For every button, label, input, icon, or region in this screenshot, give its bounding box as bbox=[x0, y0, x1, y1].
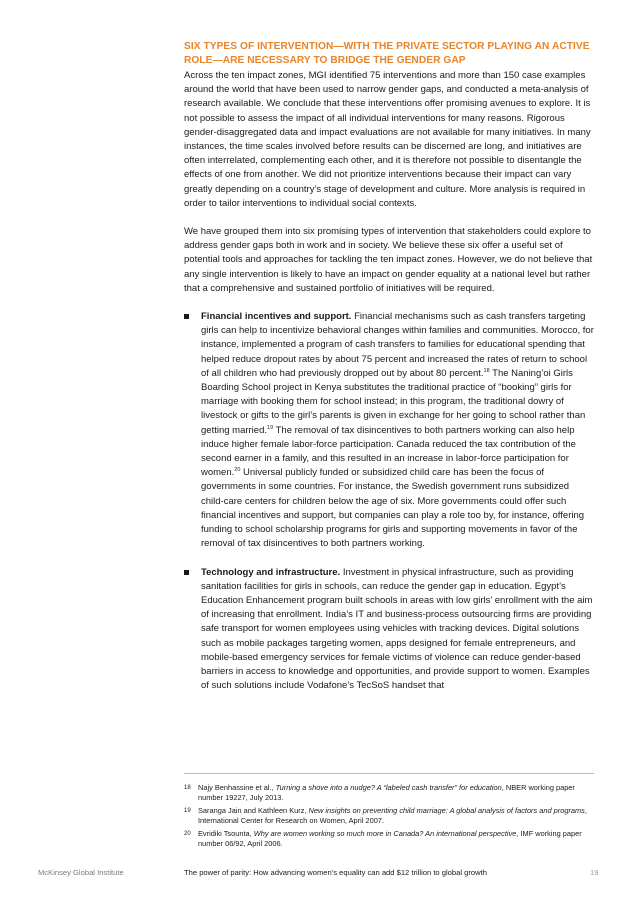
footer-report-title: The power of parity: How advancing women’s equality can add $12 trillion to global growth bbox=[184, 868, 487, 877]
bullet-text: Universal publicly funded or subsidized child care has been the focus of governments in some countries. For instance, the Swedish government runs subsidized child-care centers for children below the age of six. More governments could offer such financial incentives and support, but companies can play a role too by, for instance, offering funding to school scholarship programs for girls and supporting movements in favor of the removal of tax disincentives to both partners working. bbox=[201, 467, 585, 550]
body-paragraph: We have grouped them into six promising types of intervention that stakeholders could explore to address gender gaps both in work and in society. We believe these six offer a useful set of potential tools and approaches for tackling the ten impact zones. However, we do not believe that any single intervention is likely to have an impact on gender equality at a national level but rather that a comprehensive and sustained portfolio of initiatives will be required. bbox=[184, 226, 593, 294]
list-item-financial-incentives bbox=[184, 310, 594, 551]
footnote-source: , IMF working paper number 06/92, April 2006. bbox=[198, 828, 582, 849]
footnote-18 bbox=[184, 783, 594, 804]
footer-publisher: McKinsey Global Institute bbox=[38, 868, 124, 877]
footnote-divider bbox=[184, 773, 594, 774]
footnote-ref[interactable]: 19 bbox=[267, 424, 274, 431]
body-paragraph: Across the ten impact zones, MGI identified 75 interventions and more than 150 case examples around the world that have been used to narrow gender gaps, and conducted a meta-analysis of research available. We conclude that these interventions offer promising avenues to explore. It is not possible to assess the impact of all individual interventions for many reasons. Rigorous gender-disaggregated data and impact evaluations are not available for many initiatives. In many instances, the time scales involved before results can be discerned are long, and initiatives are often interrelated, complementing each other, and it is therefore not possible to disentangle the effects of one from another. We did not prioritize interventions because their impact can vary greatly depending on a country’s stage of development and culture. More analysis is required in order to tailor interventions to individual social contexts. bbox=[184, 70, 591, 209]
bullet-title: Financial incentives and support. bbox=[201, 311, 352, 323]
footnote-ref[interactable]: 20 bbox=[234, 467, 241, 474]
footnote-title: Turning a shove into a nudge? A “labeled cash transfer” for education bbox=[275, 783, 502, 792]
bullet-square-icon bbox=[184, 314, 189, 319]
bullet-square-icon bbox=[184, 570, 189, 575]
footnote-text bbox=[198, 829, 582, 848]
footnote-title: Why are women working so much more in Canada? An international perspective bbox=[253, 828, 517, 838]
list-item-technology-infrastructure bbox=[184, 566, 594, 694]
footnote-title: New insights on preventing child marriage: A global analysis of factors and programs bbox=[308, 805, 585, 815]
footnotes bbox=[184, 783, 594, 851]
footnote-ref[interactable]: 18 bbox=[483, 367, 490, 374]
intervention-list bbox=[184, 310, 594, 693]
bullet-text: Investment in physical infrastructure, such as providing sanitation facilities for girls in schools, can reduce the gender gap in education. Egypt’s Education Enhancement program built schools in areas with low girls’ enrollment with the aim of increasing that enrollment. India’s IT and business-process outsourcing firms are providing safe transport for women employees using vehicles with tracking devices. Digital solutions such as mobile packages targeting women, apps designed for female entrepreneurs, and mobile-based emergency services for female victims of violence can reduce gender-based barriers in access to knowledge and opportunities, and provide support to women. Examples of such solutions include Vodafone’s TecSoS handset that bbox=[201, 566, 593, 692]
footnote-number: 19 bbox=[184, 807, 191, 814]
footnote-text bbox=[198, 783, 575, 802]
footnote-author: Saranga Jain and Kathleen Kurz, bbox=[198, 805, 309, 815]
bullet-text: Financial mechanisms such as cash transfers targeting girls can help to incentivize behavioral changes within families and communities. Morocco, for instance, implemented a program of cash transfers to families for educational spending that helped reduce dropout rates by about 75 percent and increased the rates of return to school of all children who had previously dropped out by about 80 percent. bbox=[201, 311, 594, 379]
footnote-20 bbox=[184, 829, 594, 850]
page-number: 19 bbox=[590, 868, 599, 877]
footnote-author: Najy Benhassine et al., bbox=[198, 783, 276, 792]
bullet-title: Technology and infrastructure. bbox=[201, 566, 341, 578]
footnote-19 bbox=[184, 806, 594, 827]
footnote-source: , International Center for Research on Women, April 2007. bbox=[198, 805, 587, 826]
footnote-number: 20 bbox=[184, 830, 191, 837]
main-content bbox=[184, 40, 594, 707]
bullet-text: The Naning’oi Girls Boarding School project in Kenya substitutes the traditional practice of “booking” girls for marriage with booking them for school instead; in this program, the traditional dowry of livestock or gifts to the girl’s parents is given in exchange for her going to school rather than getting married. bbox=[201, 367, 586, 436]
section-heading: SIX TYPES OF INTERVENTION—WITH THE PRIVATE SECTOR PLAYING AN ACTIVE ROLE—ARE NECESSARY TO BRIDGE THE GENDER GAP bbox=[184, 41, 590, 66]
footnote-author: Evridiki Tsounta, bbox=[198, 828, 254, 838]
footnote-number: 18 bbox=[184, 785, 191, 791]
footnote-text bbox=[198, 806, 587, 825]
footnote-source: , NBER working paper number 19227, July 2013. bbox=[198, 783, 575, 803]
bullet-text: The removal of tax disincentives to both partners working can also help induce higher female labor-force participation. Canada reduced the tax contribution of the second earner in a family, and this resulted in an increase in labor-force participation for women. bbox=[201, 424, 576, 479]
